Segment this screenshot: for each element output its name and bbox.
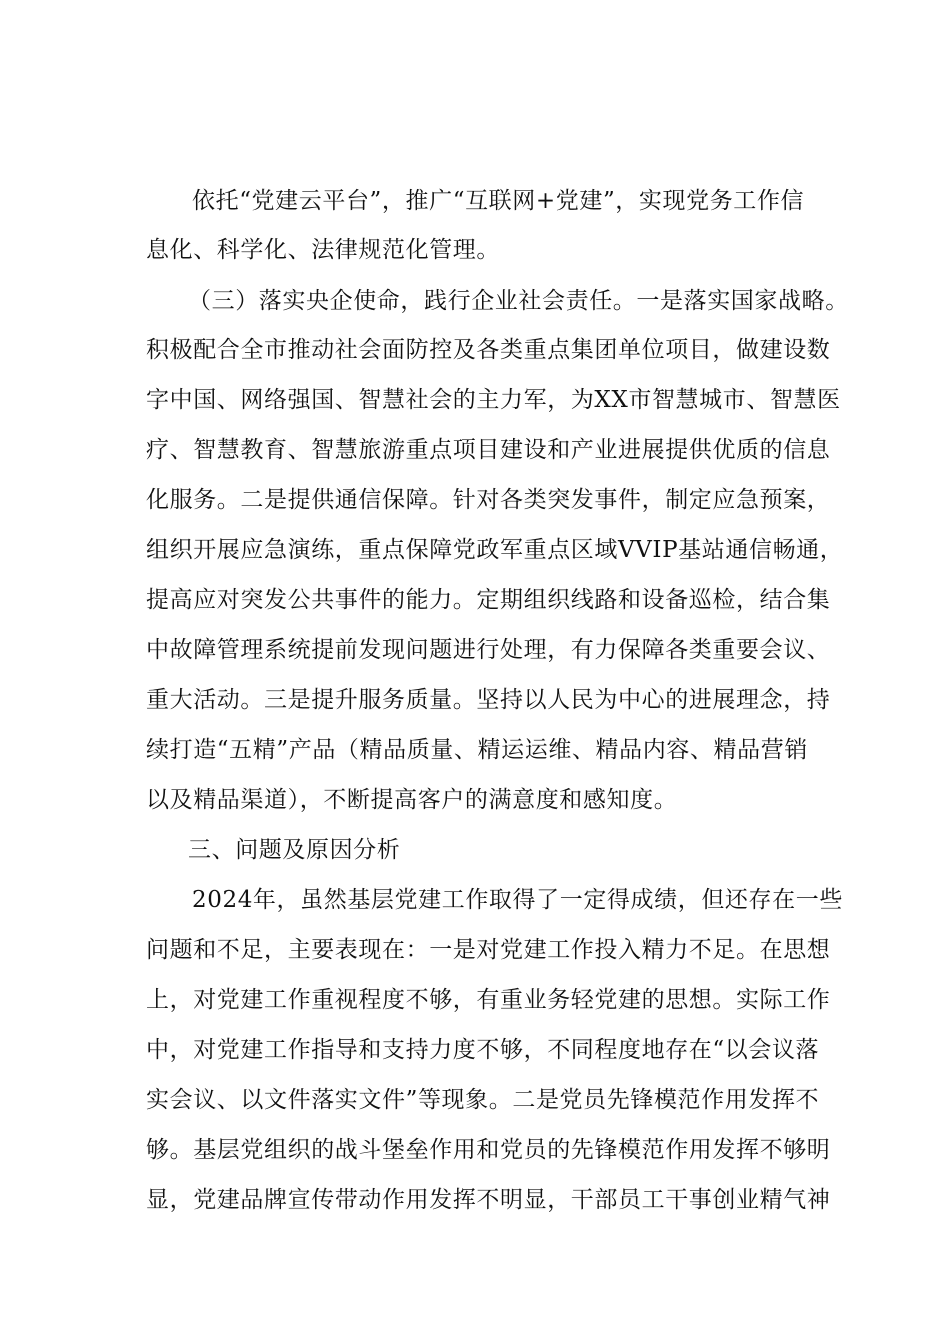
paragraph-line-12: 续打造“五精”产品（精品质量、精运运维、精品内容、精品营销 xyxy=(146,737,808,763)
paragraph-line-16: 问题和不足，主要表现在：一是对党建工作投入精力不足。在思想 xyxy=(146,937,831,963)
paragraph-line-9: 提高应对突发公共事件的能力。定期组织线路和设备巡检，结合集 xyxy=(146,587,831,613)
paragraph-line-6: 疗、智慧教育、智慧旅游重点项目建设和产业进展提供优质的信息 xyxy=(146,437,831,463)
paragraph-line-1: 依托“党建云平台”，推广“互联网+党建”，实现党务工作信 xyxy=(192,188,805,214)
paragraph-line-18: 中，对党建工作指导和支持力度不够，不同程度地存在“以会议落 xyxy=(146,1037,820,1063)
paragraph-line-19: 实会议、以文件落实文件”等现象。二是党员先锋模范作用发挥不 xyxy=(146,1087,820,1113)
paragraph-line-8: 组织开展应急演练，重点保障党政军重点区域VVIP基站通信畅通， xyxy=(146,537,844,563)
paragraph-line-15: 2024年，虽然基层党建工作取得了一定得成绩，但还存在一些 xyxy=(192,887,843,913)
paragraph-line-20: 够。基层党组织的战斗堡垒作用和党员的先锋模范作用发挥不够明 xyxy=(146,1137,831,1163)
section-title: 三、问题及原因分析 xyxy=(188,837,401,863)
paragraph-line-4: 积极配合全市推动社会面防控及各类重点集团单位项目，做建设数 xyxy=(146,337,831,363)
paragraph-line-11: 重大活动。三是提升服务质量。坚持以人民为中心的进展理念，持 xyxy=(146,687,831,713)
section-heading-line: （三）落实央企使命，践行企业社会责任。一是落实国家战略。 xyxy=(188,288,849,314)
paragraph-line-2: 息化、科学化、法律规范化管理。 xyxy=(146,237,500,263)
paragraph-line-13: 以及精品渠道），不断提高客户的满意度和感知度。 xyxy=(146,787,678,813)
paragraph-line-21: 显，党建品牌宣传带动作用发挥不明显，干部员工干事创业精气神 xyxy=(146,1187,831,1213)
paragraph-line-5: 字中国、网络强国、智慧社会的主力军，为XX市智慧城市、智慧医 xyxy=(146,387,841,413)
paragraph-line-17: 上，对党建工作重视程度不够，有重业务轻党建的思想。实际工作 xyxy=(146,987,831,1013)
paragraph-line-7: 化服务。二是提供通信保障。针对各类突发事件，制定应急预案， xyxy=(146,487,831,513)
paragraph-line-10: 中故障管理系统提前发现问题进行处理，有力保障各类重要会议、 xyxy=(146,637,831,663)
